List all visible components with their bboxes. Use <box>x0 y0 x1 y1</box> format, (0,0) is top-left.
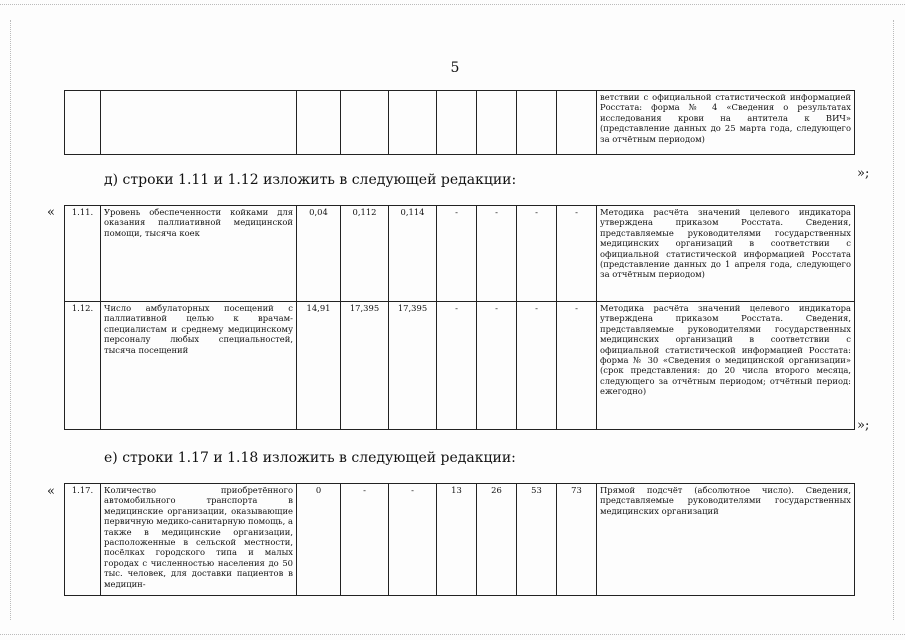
value-cell: 0,114 <box>389 206 437 302</box>
cell-value <box>517 91 557 155</box>
value-cell: 26 <box>477 484 517 596</box>
cell-value <box>437 91 477 155</box>
cell-num <box>65 91 101 155</box>
value-cell: 0,04 <box>297 206 341 302</box>
row-number: 1.12. <box>65 302 101 430</box>
indicator-name: Число амбулаторных посещений с паллиативной целью к врачам-специалистам и среднему медицинскому персоналу любых специальностей, тысяча посещений <box>101 302 297 430</box>
heading-d: д) строки 1.11 и 1.12 изложить в следующей редакции: <box>104 172 517 188</box>
value-cell: - <box>557 206 597 302</box>
value-cell: 14,91 <box>297 302 341 430</box>
heading-e: е) строки 1.17 и 1.18 изложить в следующей редакции: <box>104 450 516 466</box>
row-number: 1.17. <box>65 484 101 596</box>
table-e <box>64 483 855 596</box>
open-quote-d: « <box>47 205 55 220</box>
cell-value <box>389 91 437 155</box>
value-cell: - <box>437 206 477 302</box>
value-cell: - <box>557 302 597 430</box>
cell-value <box>341 91 389 155</box>
open-quote-e: « <box>47 484 55 499</box>
close-quote-top: »; <box>857 166 870 181</box>
row-number: 1.11. <box>65 206 101 302</box>
table-row <box>65 206 855 302</box>
value-cell: 13 <box>437 484 477 596</box>
table-fragment-top <box>64 90 855 155</box>
close-quote-d: »; <box>857 418 870 433</box>
value-cell: 0 <box>297 484 341 596</box>
cell-value <box>477 91 517 155</box>
value-cell: 17,395 <box>389 302 437 430</box>
cell-name <box>101 91 297 155</box>
table-row <box>65 484 855 596</box>
method-cell: Методика расчёта значений целевого индикатора утверждена приказом Росстата. Сведения, представляемые руководителями государственных медицинских организаций в соответствии с официальной статистической информацией Росстата: форма № 30 «Сведения о медицинской организации» (срок представления: до 20 числа второго месяца, следующего за отчётным периодом; отчётный период: ежегодно) <box>597 302 855 430</box>
table-row <box>65 91 855 155</box>
cell-value <box>557 91 597 155</box>
scan-artifact-bottom <box>0 634 905 636</box>
scan-artifact-right <box>893 20 895 620</box>
scan-artifact-left <box>10 20 12 620</box>
method-cell: Методика расчёта значений целевого индикатора утверждена приказом Росстата. Сведения, представляемые руководителями государственных медицинских организаций в соответствии с официальной статистической информацией Росстата (представление данных до 1 апреля года, следующего за отчётным периодом) <box>597 206 855 302</box>
indicator-name: Количество приобретённого автомобильного транспорта в медицинские организации, оказывающие первичную медико-санитарную помощь, а также в медицинские организации, расположенные в сельской местности, посёлках городского типа и малых городах с численностью населения до 50 тыс. человек, для доставки пациентов в медицин- <box>101 484 297 596</box>
cell-method: ветствии с официальной статистической информацией Росстата: форма № 4 «Сведения о результатах исследования крови на антитела к ВИЧ» (представление данных до 25 марта года, следующего за отчётным периодом) <box>597 91 855 155</box>
scan-artifact-top <box>0 4 905 6</box>
value-cell: 73 <box>557 484 597 596</box>
value-cell: - <box>517 206 557 302</box>
value-cell: - <box>477 302 517 430</box>
value-cell: 53 <box>517 484 557 596</box>
value-cell: - <box>517 302 557 430</box>
table-d <box>64 205 855 430</box>
page-number: 5 <box>450 60 460 76</box>
value-cell: 0,112 <box>341 206 389 302</box>
value-cell: - <box>437 302 477 430</box>
value-cell: 17,395 <box>341 302 389 430</box>
value-cell: - <box>477 206 517 302</box>
cell-value <box>297 91 341 155</box>
value-cell: - <box>389 484 437 596</box>
method-cell: Прямой подсчёт (абсолютное число). Сведения, представляемые руководителями государственных медицинских организаций <box>597 484 855 596</box>
indicator-name: Уровень обеспеченности койками для оказания паллиативной медицинской помощи, тысяча коек <box>101 206 297 302</box>
table-row <box>65 302 855 430</box>
value-cell: - <box>341 484 389 596</box>
